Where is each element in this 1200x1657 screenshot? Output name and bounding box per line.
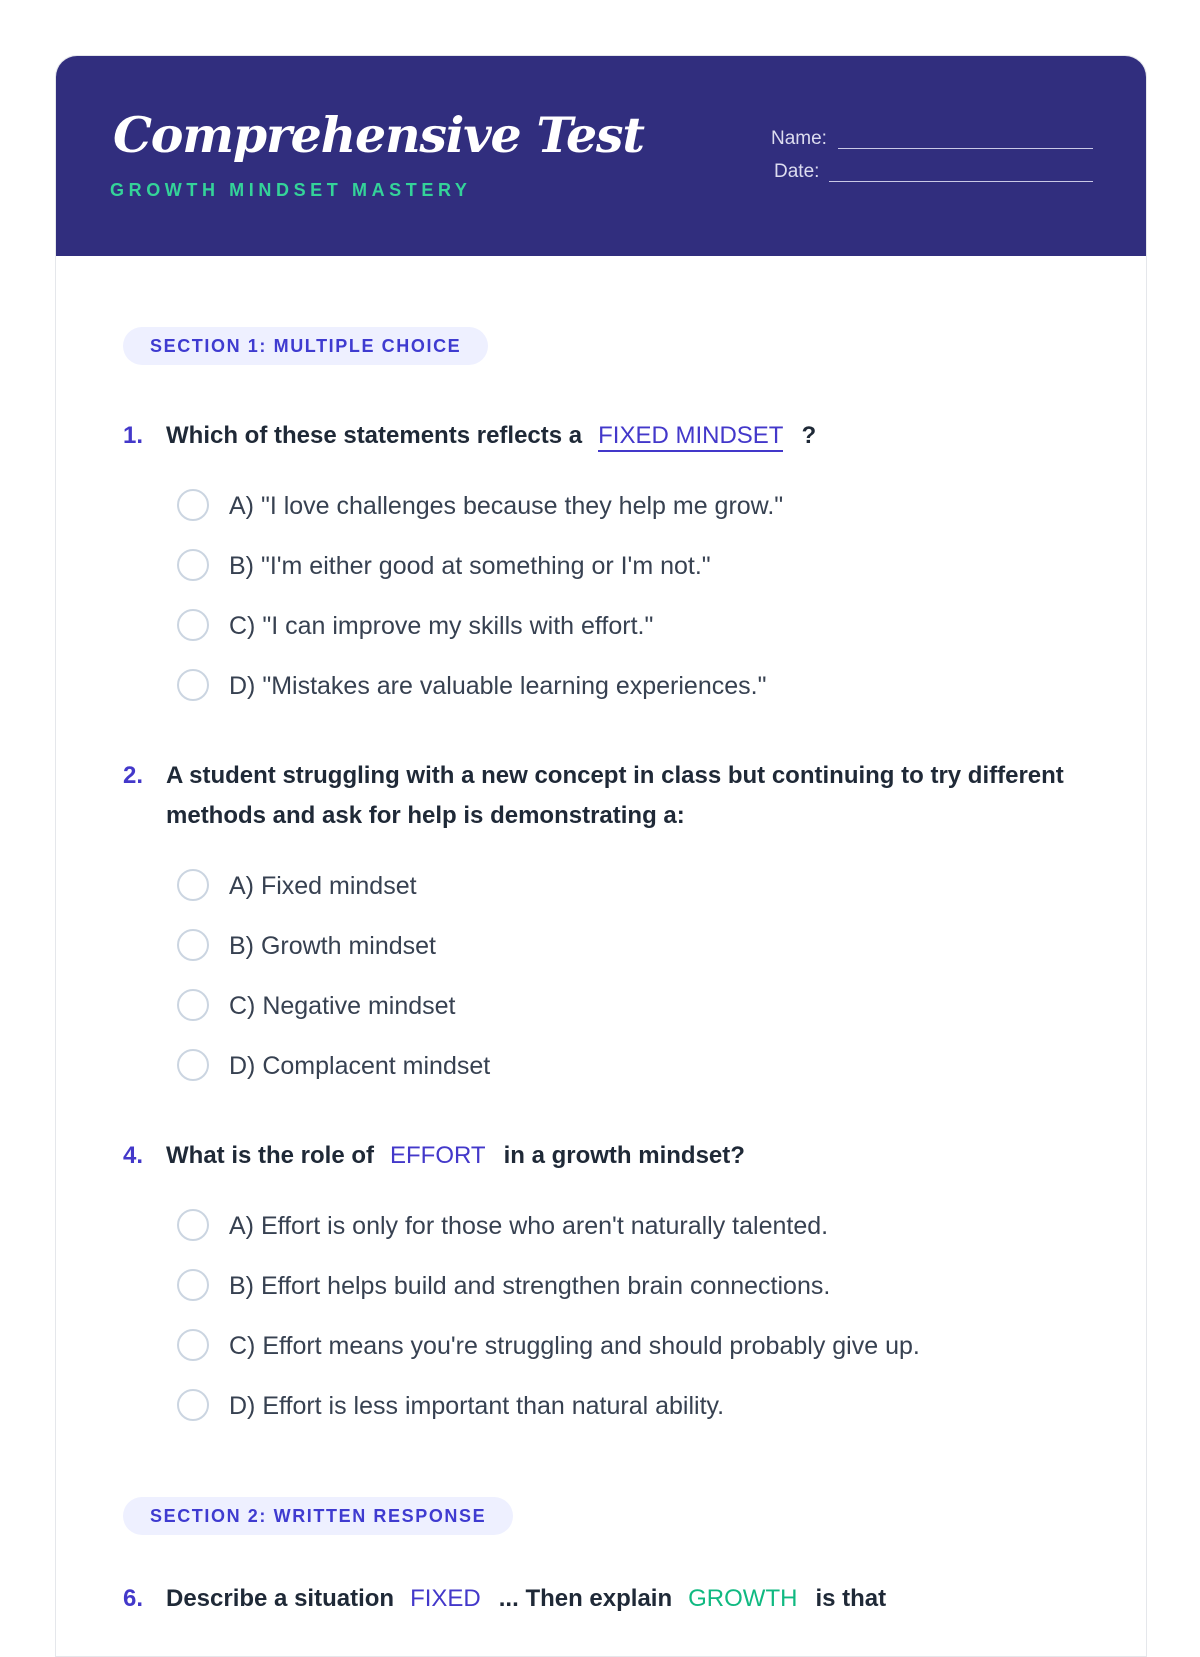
- radio-button[interactable]: [177, 489, 209, 521]
- question-6-text: [166, 1579, 1086, 1619]
- section-2-badge: SECTION 2: WRITTEN RESPONSE: [123, 1497, 513, 1535]
- option-label: A) "I love challenges because they help me grow.": [229, 492, 784, 520]
- date-field[interactable]: [829, 181, 1093, 182]
- radio-button[interactable]: [177, 609, 209, 641]
- option-label: D) Complacent mindset: [229, 1052, 491, 1080]
- highlight-effort: EFFORT: [390, 1142, 486, 1169]
- question-text-end: in a growth mindset?: [503, 1142, 745, 1169]
- radio-button[interactable]: [177, 1049, 209, 1081]
- option-label: B) Effort helps build and strengthen brain connections.: [229, 1272, 831, 1300]
- option-label: C) Effort means you're struggling and should probably give up.: [229, 1332, 920, 1360]
- option-label: D) Effort is less important than natural ability.: [229, 1392, 725, 1420]
- option-label: A) Fixed mindset: [229, 872, 417, 900]
- radio-button[interactable]: [177, 549, 209, 581]
- test-subtitle: GROWTH MINDSET MASTERY: [110, 180, 472, 200]
- question-number: 6.: [123, 1585, 144, 1612]
- radio-button[interactable]: [177, 669, 209, 701]
- option-label: B) "I'm either good at something or I'm not.": [229, 552, 711, 580]
- radio-button[interactable]: [177, 989, 209, 1021]
- question-text: What is the role of: [166, 1142, 375, 1169]
- name-field[interactable]: [838, 148, 1093, 149]
- option-label: C) Negative mindset: [229, 992, 456, 1020]
- question-text-middle: ... Then explain: [498, 1585, 673, 1612]
- option-label: C) "I can improve my skills with effort.": [229, 612, 654, 640]
- test-paper: [55, 55, 1147, 1657]
- question-4-text: [166, 1136, 1086, 1176]
- question-number: 4.: [123, 1142, 144, 1169]
- date-label: Date:: [774, 161, 820, 182]
- radio-button[interactable]: [177, 1269, 209, 1301]
- question-text: Describe a situation: [166, 1585, 395, 1612]
- section-1-badge: SECTION 1: MULTIPLE CHOICE: [123, 327, 488, 365]
- question-number: 1.: [123, 422, 144, 449]
- option-label: B) Growth mindset: [229, 932, 437, 960]
- test-title: Comprehensive Test: [113, 106, 644, 164]
- radio-button[interactable]: [177, 929, 209, 961]
- name-label: Name:: [771, 128, 827, 149]
- question-text: Which of these statements reflects a: [166, 422, 583, 449]
- question-text-end: is that: [815, 1585, 887, 1612]
- radio-button[interactable]: [177, 1329, 209, 1361]
- highlight-fixed-mindset: FIXED MINDSET: [598, 422, 783, 452]
- option-label: A) Effort is only for those who aren't naturally talented.: [229, 1212, 829, 1240]
- test-header: [56, 56, 1146, 256]
- option-label: D) "Mistakes are valuable learning experiences.": [229, 672, 767, 700]
- radio-button[interactable]: [177, 869, 209, 901]
- radio-button[interactable]: [177, 1389, 209, 1421]
- question-text-end: ?: [801, 422, 817, 449]
- highlight-fixed: FIXED: [410, 1585, 481, 1612]
- question-2-text: A student struggling with a new concept in class but continuing to try different methods and ask for help is demonstrating a:: [166, 762, 1064, 829]
- question-number: 2.: [123, 762, 144, 789]
- question-1-text: [166, 416, 1086, 456]
- radio-button[interactable]: [177, 1209, 209, 1241]
- highlight-growth: GROWTH: [688, 1585, 798, 1612]
